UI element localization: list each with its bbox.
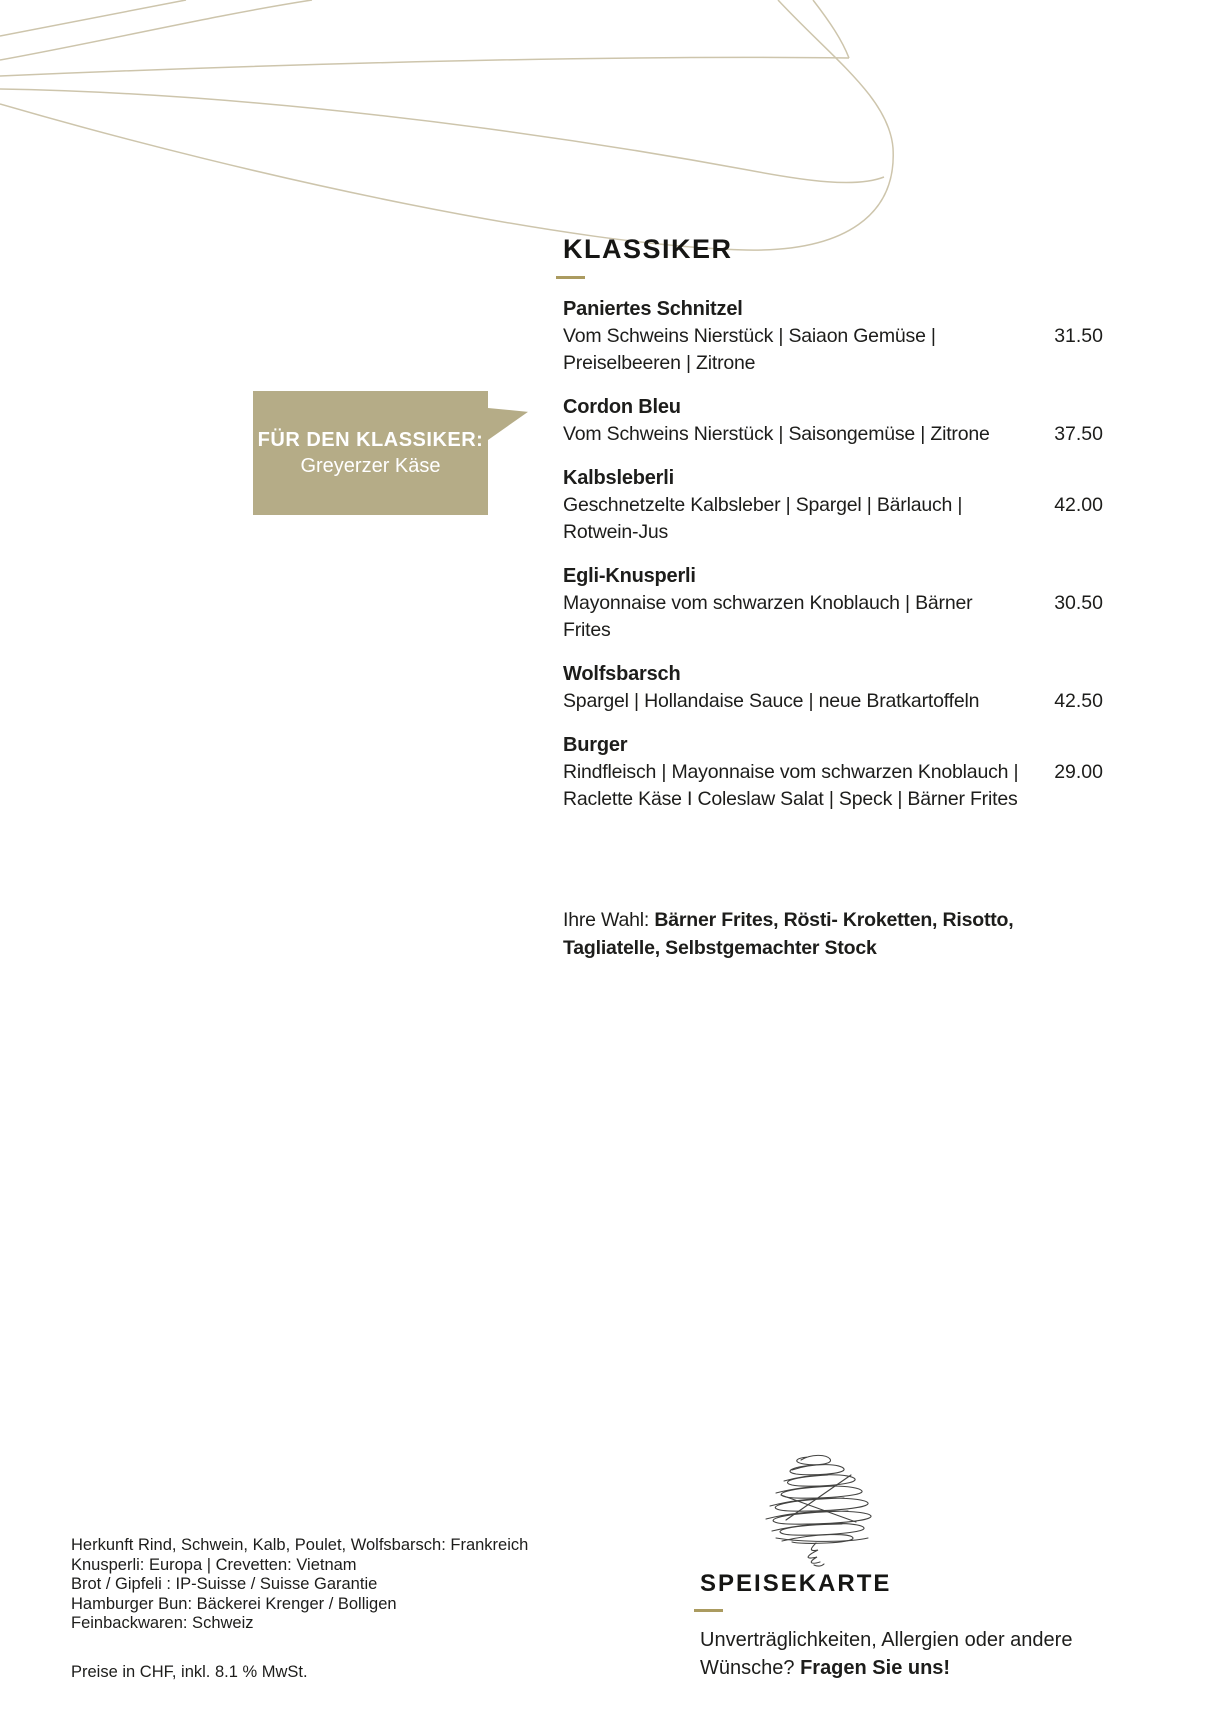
swirl-decoration-icon [0, 0, 1222, 330]
menu-item-desc [563, 492, 1103, 546]
menu-item [563, 296, 1103, 377]
menu-item-price: 30.50 [1054, 592, 1103, 614]
menu-item-desc-line: Mayonnaise vom schwarzen Knoblauch | Bärner [563, 592, 973, 614]
menu-item [563, 661, 1103, 715]
sides-note [563, 906, 1068, 962]
menu-item-desc-line: Frites [563, 619, 611, 641]
menu-item-desc-line: Vom Schweins Nierstück | Saisongemüse | Zitrone [563, 423, 990, 445]
allergy-note-bold: Fragen Sie uns! [800, 1656, 951, 1679]
allergy-note [700, 1627, 1155, 1682]
menu-item-price: 29.00 [1054, 761, 1103, 783]
menu-item-price: 31.50 [1054, 325, 1103, 347]
menu-item-desc-line: Vom Schweins Nierstück | Saiaon Gemüse | [563, 325, 936, 347]
origin-info [71, 1536, 528, 1634]
scribble-tree-logo-icon [756, 1450, 882, 1568]
origin-line: Herkunft Rind, Schwein, Kalb, Poulet, Wolfsbarsch: Frankreich [71, 1536, 529, 1554]
section-heading: KLASSIKER [563, 234, 733, 264]
origin-line: Knusperli: Europa | Crevetten: Vietnam [71, 1555, 357, 1574]
menu-item-price: 42.50 [1054, 690, 1103, 712]
brand-rule [694, 1609, 723, 1612]
sides-note-bold: Bärner Frites, Rösti- Kroketten, Risotto, Tagliatelle, Selbstgemachter Stock [563, 909, 1014, 959]
sides-note-prefix: Ihre Wahl: [563, 909, 655, 931]
menu-item-price: 37.50 [1054, 423, 1103, 445]
heading-rule [556, 276, 585, 279]
menu-item-desc [563, 688, 1103, 715]
allergy-note-prefix: Unverträglichkeiten, Allergien oder andere Wünsche? [700, 1629, 1073, 1679]
menu-item-name: Burger [563, 734, 628, 756]
menu-item-name: Paniertes Schnitzel [563, 298, 743, 320]
promo-badge-tail-icon [488, 408, 528, 440]
menu-item-price: 42.00 [1054, 494, 1103, 516]
menu-item-name: Egli-Knusperli [563, 565, 696, 587]
menu-item-desc [563, 323, 1103, 377]
menu-item [563, 732, 1103, 813]
vat-note: Preise in CHF, inkl. 8.1 % MwSt. [71, 1663, 308, 1681]
menu-item [563, 394, 1103, 448]
brand-heading: SPEISEKARTE [700, 1570, 892, 1597]
menu-item-desc-line: Spargel | Hollandaise Sauce | neue Bratkartoffeln [563, 690, 980, 712]
promo-badge [253, 391, 488, 515]
menu-item-desc [563, 421, 1103, 448]
promo-badge-title: FÜR DEN KLASSIKER: [257, 429, 484, 451]
menu-item-name: Cordon Bleu [563, 396, 681, 418]
menu-item-desc [563, 759, 1103, 813]
origin-line: Brot / Gipfeli : IP-Suisse / Suisse Garantie [71, 1575, 378, 1593]
origin-line: Hamburger Bun: Bäckerei Krenger / Bolligen [71, 1594, 397, 1613]
menu-item-desc-line: Geschnetzelte Kalbsleber | Spargel | Bärlauch | [563, 494, 963, 516]
menu-item-desc-line: Raclette Käse I Coleslaw Salat | Speck | Bärner Frites [563, 788, 1018, 810]
menu-item-name: Kalbsleberli [563, 467, 674, 489]
menu-list [563, 296, 1103, 830]
menu-item-name: Wolfsbarsch [563, 663, 681, 685]
menu-item [563, 563, 1103, 644]
menu-item [563, 465, 1103, 546]
menu-item-desc [563, 590, 1103, 644]
menu-item-desc-line: Preiselbeeren | Zitrone [563, 352, 756, 374]
menu-item-desc-line: Rindfleisch | Mayonnaise vom schwarzen Knoblauch | [563, 761, 1019, 783]
promo-badge-subtitle: Greyerzer Käse [300, 455, 441, 477]
origin-line: Feinbackwaren: Schweiz [71, 1614, 254, 1632]
menu-item-desc-line: Rotwein-Jus [563, 521, 669, 543]
